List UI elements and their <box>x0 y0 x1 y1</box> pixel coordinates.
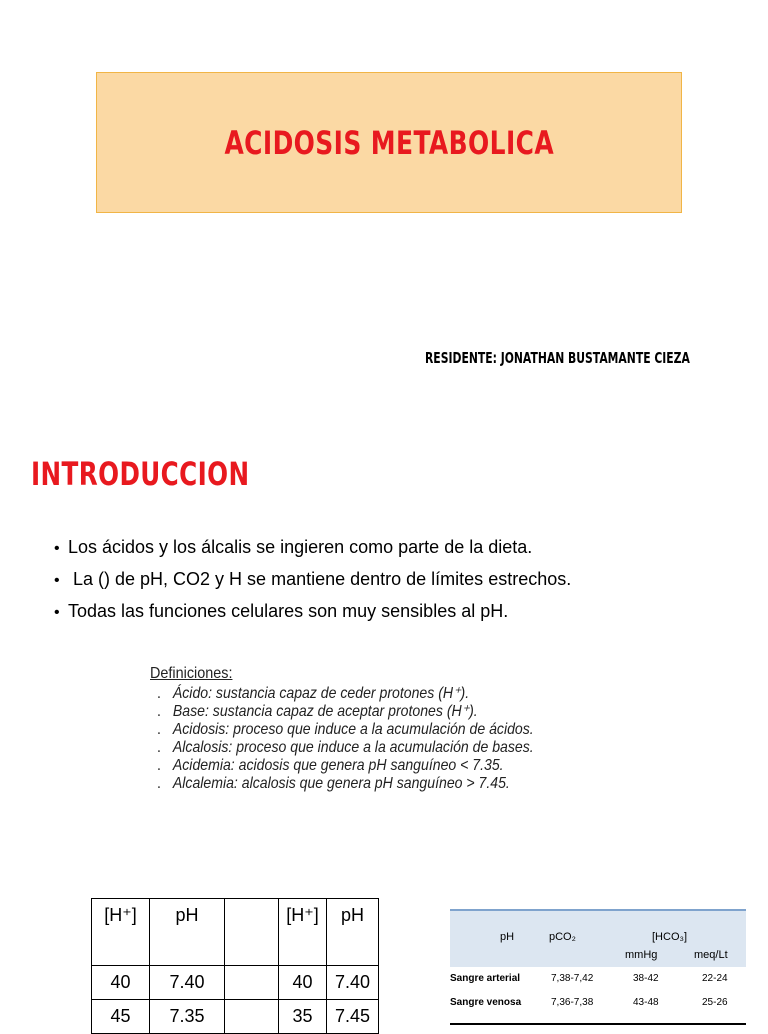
definition-text: Ácido: sustancia capaz de ceder protones (H⁺). <box>172 685 470 702</box>
table-row <box>92 1000 379 1034</box>
table-cell <box>225 966 279 1000</box>
list-item <box>54 534 571 566</box>
table-header-row <box>92 899 379 966</box>
header-ph: pH <box>500 931 515 943</box>
table-cell: 7.45 <box>327 1000 379 1034</box>
table-row <box>450 991 746 1015</box>
table-cell: 35 <box>279 1000 327 1034</box>
bullet-list <box>54 534 571 630</box>
table-row <box>450 967 746 991</box>
row-label: Sangre arterial <box>450 973 521 984</box>
resident-name: RESIDENTE: JONATHAN BUSTAMANTE CIEZA <box>425 349 690 367</box>
definition-item: . Acidosis: proceso que induce a la acumulación de ácidos. <box>157 721 534 738</box>
bullet-icon: • <box>54 540 60 557</box>
table-header-cell: pH <box>327 899 379 966</box>
header-pco2: pCO₂ <box>549 931 576 943</box>
h-ph-table <box>91 898 379 1034</box>
cell-ph: 7,38-7,42 <box>551 973 594 984</box>
table-cell: 40 <box>279 966 327 1000</box>
table-header-cell: [H⁺] <box>92 899 150 966</box>
cell-pco2: 38-42 <box>633 973 659 984</box>
bullet-icon: • <box>54 572 60 589</box>
definition-text: Alcalemia: alcalosis que genera pH sanguíneo > 7.45. <box>172 775 510 792</box>
header-hco3: [HCO₃] <box>652 931 688 943</box>
table-header-cell: pH <box>150 899 225 966</box>
definition-text: Base: sustancia capaz de aceptar protones (H⁺). <box>172 703 478 720</box>
bullet-text: La () de pH, CO2 y H se mantiene dentro de límites estrechos. <box>68 569 572 589</box>
list-item <box>54 598 571 630</box>
list-item <box>54 566 571 598</box>
bullet-text: Todas las funciones celulares son muy sensibles al pH. <box>68 601 509 621</box>
definition-text: Alcalosis: proceso que induce a la acumulación de bases. <box>172 739 534 756</box>
definition-text: Acidemia: acidosis que genera pH sanguíneo < 7.35. <box>172 757 504 774</box>
table-bottom-rule <box>450 1023 746 1025</box>
definition-item: . Acidemia: acidosis que genera pH sanguíneo < 7.35. <box>157 757 504 774</box>
row-label: Sangre venosa <box>450 997 522 1008</box>
definition-item: . Alcalemia: alcalosis que genera pH sanguíneo > 7.45. <box>157 775 510 792</box>
table-header-cell <box>225 899 279 966</box>
cell-hco3: 25-26 <box>702 997 728 1008</box>
bullet-text: Los ácidos y los álcalis se ingieren como parte de la dieta. <box>68 537 533 557</box>
reference-values-table <box>450 909 746 1015</box>
table-header-cell: [H⁺] <box>279 899 327 966</box>
bullet-icon: • <box>54 604 60 621</box>
header-mmhg: mmHg <box>625 949 658 961</box>
title-box <box>96 72 682 213</box>
cell-ph: 7,36-7,38 <box>551 997 594 1008</box>
definition-item: . Ácido: sustancia capaz de ceder protones (H⁺). <box>157 685 470 702</box>
reference-table-header <box>450 909 746 967</box>
definition-text: Acidosis: proceso que induce a la acumulación de ácidos. <box>172 721 534 738</box>
table-cell: 7.35 <box>150 1000 225 1034</box>
definition-item: . Base: sustancia capaz de aceptar protones (H⁺). <box>157 703 478 720</box>
definition-item: . Alcalosis: proceso que induce a la acumulación de bases. <box>157 739 534 756</box>
table-cell: 7.40 <box>327 966 379 1000</box>
presentation-title: ACIDOSIS METABOLICA <box>224 123 554 162</box>
table-row <box>92 966 379 1000</box>
table-cell: 45 <box>92 1000 150 1034</box>
section-heading: INTRODUCCION <box>31 455 250 493</box>
definitions-block <box>150 663 586 793</box>
cell-pco2: 43-48 <box>633 997 659 1008</box>
header-meq: meq/Lt <box>694 949 728 961</box>
table-cell <box>225 1000 279 1034</box>
definitions-heading: Definiciones: <box>150 665 233 682</box>
table-cell: 40 <box>92 966 150 1000</box>
table-cell: 7.40 <box>150 966 225 1000</box>
cell-hco3: 22-24 <box>702 973 728 984</box>
